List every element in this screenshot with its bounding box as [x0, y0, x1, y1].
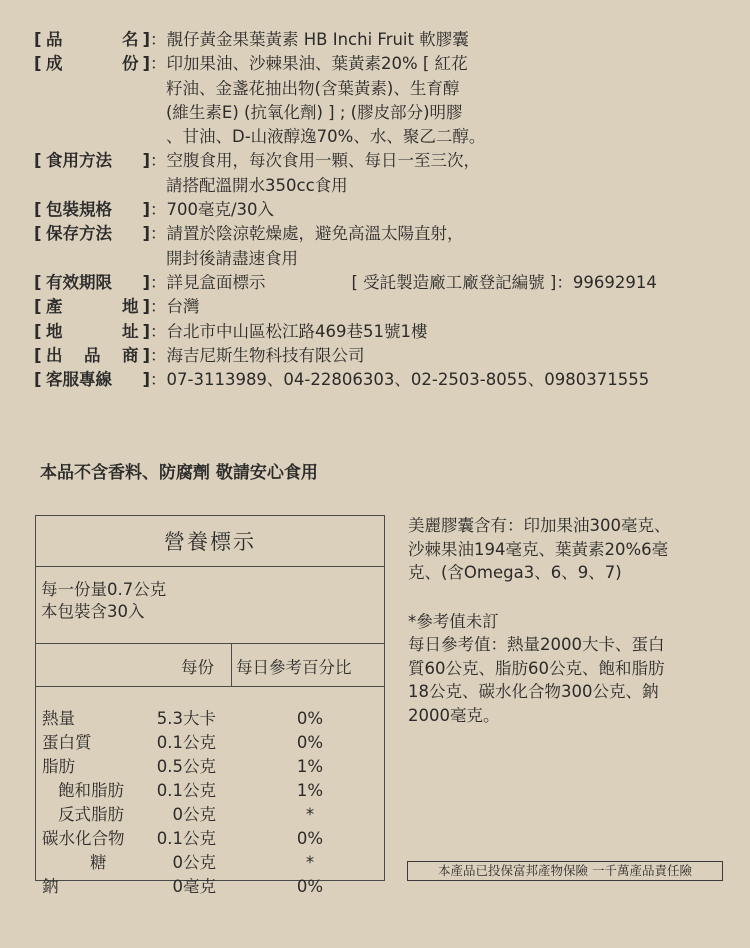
- info-service-row: [34, 368, 724, 392]
- nutrient-amount: 0.1公克: [156, 781, 216, 800]
- label-usage: 食用方法: [46, 151, 112, 171]
- nutrition-row: [36, 707, 384, 731]
- nutrient-amount: 0.5公克: [156, 757, 216, 776]
- capsule-content-line: 克、(含Omega3、6、9、7): [408, 563, 622, 582]
- usage-line: 請搭配溫開水350cc食用: [166, 175, 348, 195]
- nutrition-row: [36, 731, 384, 755]
- nutrient-daily-pct: 1%: [296, 757, 324, 776]
- nutrient-amount: 0.1公克: [156, 829, 216, 848]
- storage-line: 開封後請盡速食用: [166, 248, 298, 268]
- nutrient-name: 糖: [90, 853, 107, 872]
- nutrient-name: 飽和脂肪: [58, 781, 124, 800]
- info-value: ：07-3113989、04-22806303、02-2503-8055、0980371555: [150, 370, 650, 390]
- col-daily-value: 每日參考百分比: [236, 658, 352, 677]
- info-label: [ 有效期限 ]: [34, 271, 150, 295]
- capsule-content-line: 美麗膠囊含有：印加果油300毫克、: [408, 516, 671, 535]
- nutrition-row: [36, 803, 384, 827]
- info-value: ：台灣: [150, 297, 200, 317]
- header-divider: [231, 644, 232, 686]
- serving-info: [36, 567, 384, 644]
- maker-value: 海吉尼斯生物科技有限公司: [166, 345, 365, 365]
- nutrition-row: [36, 875, 384, 899]
- nutrient-daily-pct: 0%: [296, 877, 324, 896]
- info-origin-row: [34, 295, 724, 319]
- nutrient-amount: 0公克: [172, 853, 216, 872]
- nutrient-daily-pct: *: [305, 853, 315, 872]
- info-label: [ 包裝規格 ]: [34, 198, 150, 222]
- label-text: [46, 28, 138, 52]
- info-label: [ 保存方法 ]: [34, 222, 150, 246]
- expiry-value: 詳見盒面標示: [166, 272, 266, 292]
- info-value: [150, 52, 485, 149]
- nutrition-row: [36, 755, 384, 779]
- nutrition-rows: [36, 687, 384, 899]
- serving-size: 每一份量0.7公克: [41, 580, 167, 599]
- reference-note-line: 每日參考值：熱量2000大卡、蛋白: [408, 635, 665, 654]
- storage-line: ：請置於陰涼乾燥處，避免高溫太陽直射，: [150, 224, 464, 244]
- nutrient-name: 蛋白質: [42, 733, 92, 752]
- ingredients-line: (維生素E) (抗氧化劑) ] ; (膠皮部分)明膠: [166, 102, 463, 122]
- ingredients-line: ：印加果油、沙棘果油、葉黃素20% [ 紅花: [150, 54, 468, 74]
- label-text: 產 地: [46, 297, 139, 317]
- service-phones: 07-3113989、04-22806303、02-2503-8055、0980371555: [166, 370, 650, 390]
- nutrient-amount: 0公克: [172, 805, 216, 824]
- info-label: [ 出 品 商 ]: [34, 344, 150, 368]
- label-spec: 包裝規格: [46, 200, 112, 220]
- info-value: ：海吉尼斯生物科技有限公司: [150, 345, 365, 365]
- info-storage-row: [34, 222, 724, 271]
- nutrient-name: 熱量: [42, 709, 75, 728]
- nutrient-amount: 0毫克: [172, 877, 216, 896]
- info-label: [ 品 名 ]: [34, 28, 150, 52]
- nutrient-daily-pct: 0%: [296, 829, 324, 848]
- safety-notice: 本品不含香料、防腐劑 敬請安心食用: [40, 463, 318, 483]
- info-label: [ 客服專線 ]: [34, 368, 150, 392]
- capsule-content-line: 沙棘果油194毫克、葉黃素20%6毫: [408, 539, 669, 559]
- info-label: [ 食用方法 ]: [34, 149, 150, 173]
- factory-registration: [ 受託製造廠工廠登記編號 ]：99692914: [351, 272, 657, 292]
- origin-value: 台灣: [166, 297, 200, 317]
- label-service: 客服專線: [46, 370, 112, 390]
- info-value: ：詳見盒面標示 [ 受託製造廠工廠登記編號 ]：99692914: [150, 272, 657, 292]
- insurance-box: 本產品已投保富邦產物保險 一千萬產品責任險: [407, 861, 723, 881]
- label-storage: 保存方法: [46, 224, 112, 244]
- info-value: ：700毫克/30入: [150, 200, 275, 220]
- info-value: ：台北市中山區松江路469巷51號1樓: [150, 321, 428, 341]
- info-value: ：靚仔黃金果葉黃素 HB Inchi Fruit 軟膠囊: [150, 30, 469, 49]
- info-spec-row: [34, 198, 724, 222]
- info-address-row: [34, 320, 724, 344]
- nutrient-daily-pct: *: [305, 805, 315, 824]
- info-expiry-row: [34, 271, 724, 295]
- reference-note-line: 2000毫克。: [408, 705, 500, 725]
- nutrient-name: 反式脂肪: [58, 805, 124, 824]
- nutrition-row: [36, 827, 384, 851]
- reference-note-line: 質60公克、脂肪60公克、飽和脂肪: [408, 658, 665, 678]
- info-ingredients-row: [34, 52, 724, 149]
- ingredients-line: 籽油、金盞花抽出物(含葉黃素)、生育醇: [166, 78, 460, 98]
- servings-per-package: 本包裝含30入: [41, 602, 145, 621]
- info-label: [ 成 份 ]: [34, 52, 150, 76]
- info-label: [ 地 址 ]: [34, 320, 150, 344]
- supplement-notes: [408, 514, 728, 727]
- label-text: 地 址: [46, 321, 139, 341]
- nutrient-name: 碳水化合物: [42, 829, 125, 848]
- info-value: [150, 149, 480, 198]
- usage-line: ：空腹食用，每次食用一顆、每日一至三次，: [150, 151, 480, 171]
- ingredients-line: 、甘油、D-山液醇逸70%、水、聚乙二醇。: [166, 127, 486, 147]
- nutrient-amount: 0.1公克: [156, 733, 216, 752]
- nutrient-daily-pct: 0%: [296, 733, 324, 752]
- label-name: 品 名: [46, 30, 139, 49]
- nutrient-daily-pct: 1%: [296, 781, 324, 800]
- label-text: 出 品 商: [46, 345, 139, 365]
- nutrition-row: [36, 851, 384, 875]
- info-maker-row: [34, 344, 724, 368]
- nutrient-amount: 5.3大卡: [156, 709, 216, 728]
- label-ingredients: 成 份: [46, 54, 139, 74]
- nutrition-header: [36, 644, 384, 687]
- nutrition-title: 營養標示: [36, 516, 384, 567]
- nutrition-row: [36, 779, 384, 803]
- product-name: 靚仔黃金果葉黃素 HB Inchi Fruit 軟膠囊: [166, 30, 469, 49]
- reference-note-line: 18公克、碳水化合物300公克、鈉: [408, 682, 659, 701]
- nutrient-name: 鈉: [42, 877, 59, 896]
- product-info: [34, 28, 724, 392]
- nutrition-facts-table: [35, 515, 385, 896]
- col-per-serving: 每份: [181, 658, 214, 677]
- address-value: 台北市中山區松江路469巷51號1樓: [166, 321, 428, 341]
- reference-note-line: *參考值未訂: [408, 611, 499, 631]
- info-name-row: [34, 28, 724, 52]
- spec-value: 700毫克/30入: [166, 200, 275, 220]
- info-label: [ 產 地 ]: [34, 295, 150, 319]
- nutrient-daily-pct: 0%: [296, 709, 324, 728]
- info-usage-row: [34, 149, 724, 198]
- nutrient-name: 脂肪: [42, 757, 75, 776]
- label-expiry: 有效期限: [46, 272, 112, 292]
- info-value: [150, 222, 464, 271]
